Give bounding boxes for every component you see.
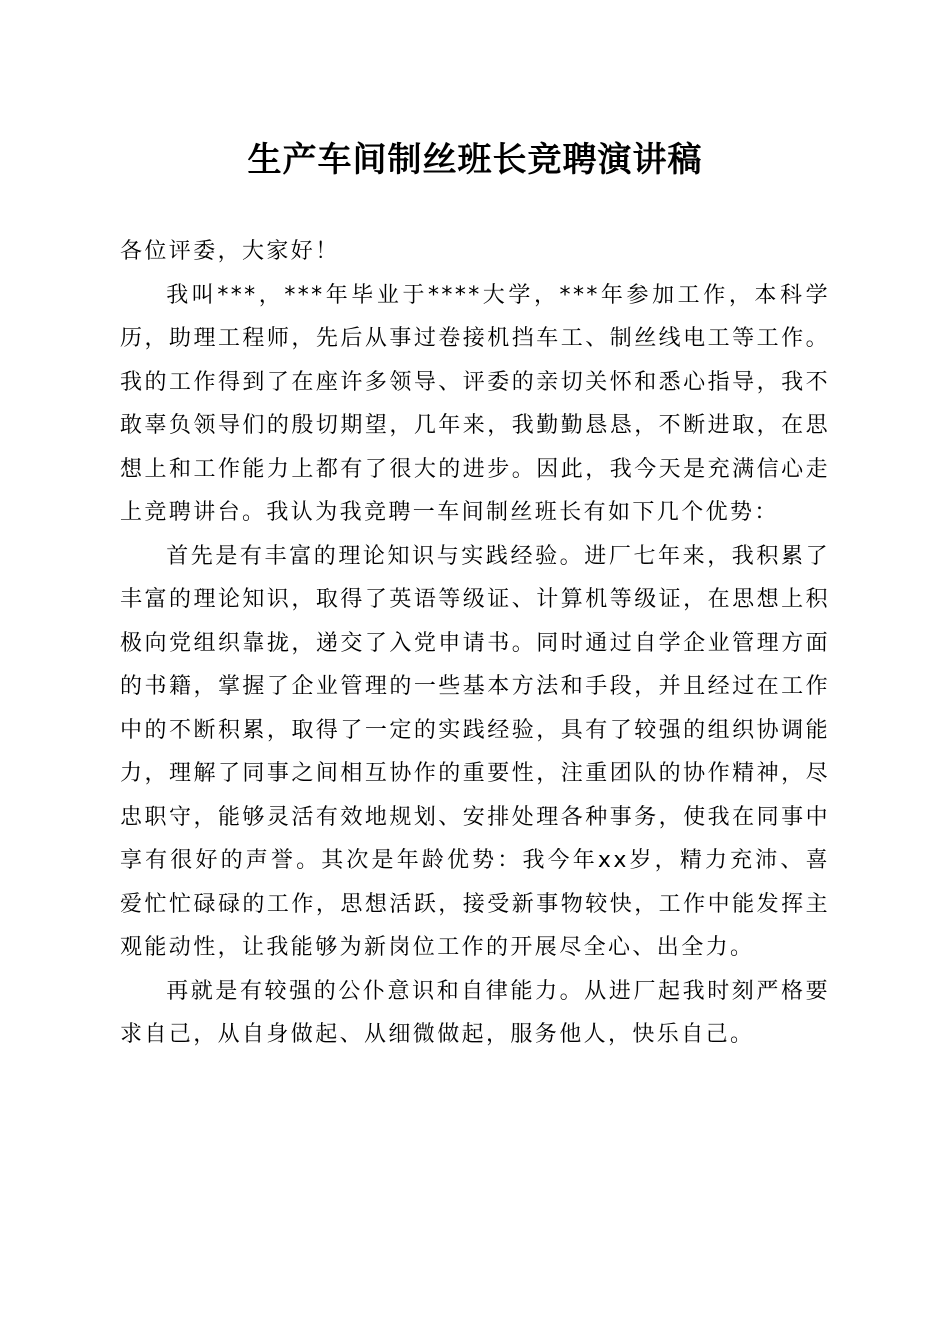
document-body (120, 230, 830, 1057)
paragraph-advantages: 首先是有丰富的理论知识与实践经验。进厂七年来，我积累了丰富的理论知识，取得了英语等级证、计算机等级证，在思想上积极向党组织靠拢，递交了入党申请书。同时通过自学企业管理方面的书籍，掌握了企业管理的一些基本方法和手段，并且经过在工作中的不断积累，取得了一定的实践经验，具有了较强的组织协调能力，理解了同事之间相互协作的重要性，注重团队的协作精神，尽忠职守，能够灵活有效地规划、安排处理各种事务，使我在同事中享有很好的声誉。其次是年龄优势：我今年xx岁，精力充沛、喜爱忙忙碌碌的工作，思想活跃，接受新事物较快，工作中能发挥主观能动性，让我能够为新岗位工作的开展尽全心、出全力。 (120, 543, 830, 960)
paragraph-introduction: 我叫***，***年毕业于****大学，***年参加工作，本科学历，助理工程师，先后从事过卷接机挡车工、制丝线电工等工作。我的工作得到了在座许多领导、评委的亲切关怀和悉心指导，我不敢辜负领导们的殷切期望，几年来，我勤勤恳恳，不断进取，在思想上和工作能力上都有了很大的进步。因此，我今天是充满信心走上竞聘讲台。我认为我竞聘一车间制丝班长有如下几个优势： (120, 282, 830, 525)
paragraph-service-awareness: 再就是有较强的公仆意识和自律能力。从进厂起我时刻严格要求自己，从自身做起、从细微做起，服务他人，快乐自己。 (120, 978, 830, 1047)
document-title: 生产车间制丝班长竞聘演讲稿 (247, 140, 703, 180)
salutation: 各位评委，大家好！ (120, 239, 340, 264)
